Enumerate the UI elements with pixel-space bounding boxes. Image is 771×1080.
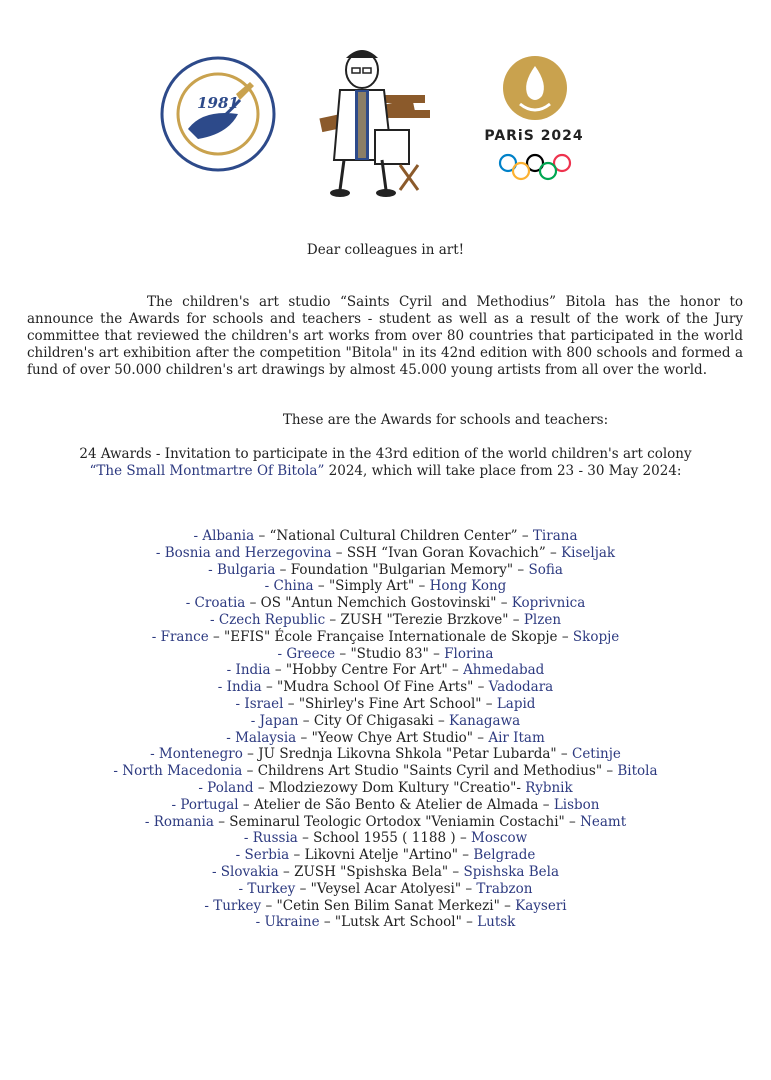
award-separator: –: [448, 863, 464, 880]
award-city: Lutsk: [477, 914, 516, 931]
awards-list: [0, 528, 771, 931]
award-city: Sofia: [528, 561, 563, 578]
award-school: Mlodziezowy Dom Kultury "Creatio": [268, 779, 517, 796]
award-country: - Croatia: [185, 595, 246, 612]
award-row: [0, 545, 771, 562]
award-city: Bitola: [617, 763, 658, 780]
award-city: Lisbon: [553, 796, 600, 813]
award-separator: –: [508, 611, 524, 628]
award-separator: –: [461, 880, 477, 897]
award-school: “National Cultural Children Center”: [269, 528, 518, 544]
award-country: - Serbia: [235, 847, 290, 864]
award-row: [0, 679, 771, 696]
award-country: - China: [264, 578, 314, 595]
award-separator: –: [297, 830, 314, 847]
award-country: - Slovakia: [211, 863, 279, 880]
paris-2024-logo: [484, 54, 584, 144]
award-row: [0, 898, 771, 915]
award-separator: –: [473, 679, 489, 696]
award-row: [0, 864, 771, 881]
award-country: - Japan: [250, 712, 299, 729]
award-school: Foundation "Bulgarian Memory": [290, 561, 514, 578]
award-city: Cetinje: [571, 746, 621, 763]
award-school: OS "Antun Nemchich Gostovinski": [260, 595, 497, 612]
invitation-line-2-rest: 2024, which will take place from 23 - 30 May 2024:: [324, 463, 682, 479]
award-separator: -: [516, 779, 526, 796]
award-country: - Russia: [243, 830, 298, 847]
award-row: [0, 713, 771, 730]
award-row: [0, 763, 771, 780]
award-separator: –: [499, 897, 516, 914]
award-separator: –: [261, 679, 278, 696]
award-row: [0, 595, 771, 612]
award-city: Neamt: [580, 813, 627, 830]
award-separator: –: [298, 712, 314, 729]
award-separator: –: [557, 628, 573, 645]
award-row: [0, 746, 771, 763]
award-row: [0, 881, 771, 898]
award-separator: –: [208, 628, 225, 645]
award-separator: –: [513, 561, 529, 578]
award-separator: –: [253, 779, 269, 796]
award-school: "Hobby Centre For Art": [285, 662, 448, 679]
award-separator: –: [275, 561, 291, 578]
award-separator: –: [242, 746, 259, 763]
award-row: [0, 847, 771, 864]
award-city: Kayseri: [515, 897, 567, 914]
award-school: "EFIS" École Française Internationale de Skopje: [224, 628, 558, 645]
award-separator: –: [496, 595, 512, 612]
montmartre-seal-icon: [158, 54, 278, 174]
award-city: Hong Kong: [429, 578, 507, 595]
award-school: "Lutsk Art School": [334, 914, 462, 931]
award-city: Trabzon: [476, 880, 533, 897]
award-separator: –: [433, 712, 450, 729]
award-row: [0, 646, 771, 663]
award-country: - Bulgaria: [208, 561, 276, 578]
award-separator: –: [556, 746, 572, 763]
award-school: Childrens Art Studio "Saints Cyril and Methodius": [257, 763, 603, 780]
award-country: - Greece: [277, 645, 336, 662]
award-separator: –: [461, 914, 478, 931]
award-separator: –: [428, 645, 445, 662]
award-separator: –: [278, 863, 295, 880]
colony-name: “The Small Montmartre Of Bitola”: [89, 463, 325, 479]
award-country: - Turkey: [204, 897, 262, 914]
award-separator: –: [447, 662, 464, 679]
award-city: Rybnik: [525, 779, 573, 796]
award-row: [0, 528, 771, 545]
svg-text:1981: 1981: [197, 94, 239, 112]
award-separator: –: [457, 847, 474, 864]
award-country: - Israel: [235, 695, 284, 712]
artist-with-easel-icon: [300, 40, 450, 210]
award-separator: –: [270, 662, 286, 679]
award-school: SSH “Ivan Goran Kovachich”: [346, 544, 546, 561]
award-row: [0, 830, 771, 847]
award-separator: –: [564, 813, 581, 830]
olympic-rings-icon: [490, 152, 580, 182]
award-country: - France: [151, 628, 209, 645]
award-row: [0, 629, 771, 646]
invitation-line-1: 24 Awards - Invitation to participate in the 43rd edition of the world children's art colony: [79, 446, 692, 462]
montmartre-logo: [158, 54, 278, 178]
award-separator: –: [242, 763, 258, 780]
award-school: School 1955 ( 1188 ): [313, 830, 456, 847]
award-country: - Malaysia: [226, 729, 297, 746]
award-separator: –: [455, 830, 471, 847]
award-country: - Czech Republic: [209, 611, 326, 628]
award-city: Ahmedabad: [463, 662, 545, 679]
award-row: [0, 578, 771, 595]
award-city: Kiseljak: [561, 544, 616, 561]
award-school: ZUSH "Terezie Brzkove": [340, 611, 509, 628]
award-city: Vadodara: [488, 679, 554, 696]
award-city: Spishska Bela: [463, 863, 560, 880]
award-country: - Montenegro: [150, 746, 243, 763]
award-country: - Portugal: [171, 796, 239, 813]
award-country: - Bosnia and Herzegovina: [155, 544, 332, 561]
award-row: [0, 797, 771, 814]
award-school: "Mudra School Of Fine Arts": [277, 679, 474, 696]
award-separator: –: [245, 595, 261, 612]
award-school: ZUSH "Spishska Bela": [294, 863, 449, 880]
award-city: Koprivnica: [511, 595, 586, 612]
award-school: "Yeow Chye Art Studio": [311, 729, 474, 746]
award-separator: –: [283, 695, 299, 712]
award-school: "Simply Art": [328, 578, 415, 595]
award-separator: –: [331, 544, 347, 561]
award-school: JU Srednja Likovna Shkola "Petar Lubarda": [258, 746, 557, 763]
award-separator: –: [261, 897, 277, 914]
award-country: - India: [226, 662, 271, 679]
award-school: Likovni Atelje "Artino": [304, 847, 458, 864]
paris-flame-icon: [490, 54, 580, 124]
salutation: Dear colleagues in art!: [306, 242, 465, 258]
award-separator: –: [602, 763, 618, 780]
award-school: "Cetin Sen Bilim Sanat Merkezi": [276, 897, 500, 914]
award-city: Belgrade: [473, 847, 536, 864]
award-separator: –: [325, 611, 341, 628]
award-school: Atelier de São Bento & Atelier de Almada: [253, 796, 539, 813]
award-city: Tirana: [532, 528, 578, 544]
award-country: - Romania: [144, 813, 214, 830]
award-separator: –: [517, 528, 533, 544]
header-logos: [0, 40, 771, 220]
award-country: - Albania: [193, 528, 255, 544]
award-separator: –: [319, 914, 335, 931]
award-school: "Studio 83": [350, 645, 429, 662]
award-school: "Shirley's Fine Art School": [298, 695, 482, 712]
award-city: Lapid: [496, 695, 536, 712]
award-city: Florina: [444, 645, 494, 662]
invitation-line-2: [0, 463, 771, 480]
award-row: [0, 914, 771, 931]
award-separator: –: [335, 645, 351, 662]
award-country: - North Macedonia: [113, 763, 243, 780]
award-country: - Poland: [198, 779, 254, 796]
award-city: Skopje: [572, 628, 620, 645]
award-row: [0, 662, 771, 679]
artist-illustration: [300, 40, 450, 214]
award-separator: –: [238, 796, 254, 813]
award-separator: –: [545, 544, 562, 561]
award-school: City Of Chigasaki: [313, 712, 434, 729]
intro-paragraph: The children's art studio “Saints Cyril and Methodius” Bitola has the honor to announce the Awards for schools and teachers - student as well as a result of the work of the Jury committee that reviewed the children's art works from over 80 countries that participated in the world children's art exhibition after the competition "Bitola" in its 42nd edition with 800 schools and formed a fund of over 50.000 children's art drawings by almost 45.000 young artists from all over the world.: [27, 294, 743, 378]
award-city: Moscow: [471, 830, 528, 847]
award-school: "Veysel Acar Atolyesi": [310, 880, 462, 897]
award-row: [0, 730, 771, 747]
award-separator: –: [473, 729, 489, 746]
award-row: [0, 696, 771, 713]
award-city: Kanagawa: [449, 712, 521, 729]
award-row: [0, 780, 771, 797]
award-separator: –: [313, 578, 329, 595]
award-separator: –: [296, 729, 312, 746]
award-separator: –: [213, 813, 230, 830]
paris-2024-text: PARiS 2024: [484, 128, 584, 144]
award-row: [0, 562, 771, 579]
award-separator: –: [289, 847, 305, 864]
award-city: Plzen: [523, 611, 562, 628]
awards-heading: These are the Awards for schools and teachers:: [282, 412, 609, 428]
award-separator: –: [481, 695, 497, 712]
award-country: - India: [217, 679, 262, 696]
award-country: - Turkey: [238, 880, 296, 897]
award-city: Air Itam: [488, 729, 545, 746]
award-separator: –: [538, 796, 554, 813]
award-separator: –: [254, 528, 270, 544]
award-row: [0, 612, 771, 629]
invitation-text: [0, 446, 771, 480]
award-school: Seminarul Teologic Ortodox "Veniamin Costachi": [229, 813, 565, 830]
award-separator: –: [295, 880, 311, 897]
award-country: - Ukraine: [255, 914, 320, 931]
award-row: [0, 814, 771, 831]
award-separator: –: [414, 578, 430, 595]
